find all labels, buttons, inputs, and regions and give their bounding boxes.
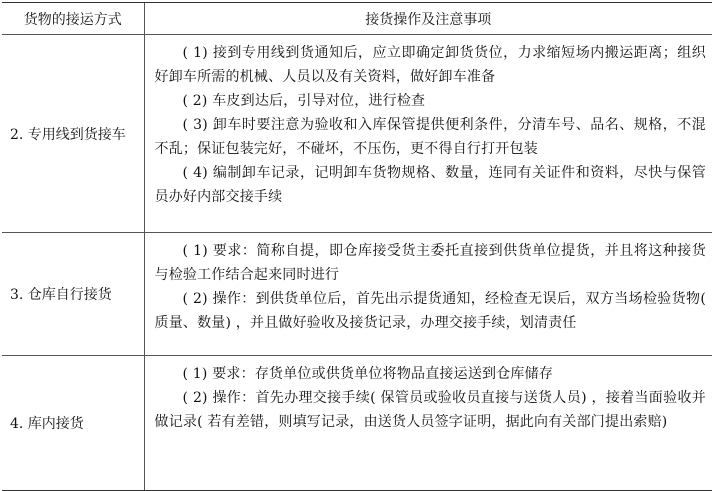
detail-cell	[144, 35, 712, 233]
table-row	[2, 35, 712, 233]
method-cell: 2. 专用线到货接车	[2, 35, 144, 233]
column-header-operations: 接货操作及注意事项	[144, 3, 712, 35]
detail-item: ( 1) 要求：存货单位或供货单位将物品直接运送到仓库储存	[182, 366, 554, 382]
method-cell: 4. 库内接货	[2, 356, 144, 491]
table-row	[2, 356, 712, 491]
detail-item: ( 4) 编制卸车记录，记明卸车货物规格、数量，连同有关证件和资料，尽快与保管员办好内部交接手续	[154, 165, 706, 205]
detail-item: ( 2) 操作：到供货单位后，首先出示提货通知，经检查无误后，双方当场检验货物( 质量、数量) ，并且做好验收及接货记录，办理交接手续，划清责任	[154, 291, 706, 331]
detail-cell	[144, 233, 712, 356]
method-cell: 3. 仓库自行接货	[2, 233, 144, 356]
receiving-methods-table	[2, 2, 712, 491]
detail-item: ( 3) 卸车时要注意为验收和入库保管提供便利条件，分清车号、品名、规格，不混不乱；保证包装完好，不碰坏，不压伤，更不得自行打开包装	[154, 117, 706, 157]
detail-cell	[144, 356, 712, 491]
detail-item: ( 1) 要求：简称自提，即仓库接受货主委托直接到供货单位提货，并且将这种接货与检验工作结合起来同时进行	[154, 243, 706, 283]
table-header-row	[2, 3, 712, 35]
detail-item: ( 2) 操作：首先办理交接手续( 保管员或验收员直接与送货人员) ，接着当面验收并做记录( 若有差错，则填写记录，由送货人员签字证明，据此向有关部门提出索赔)	[154, 390, 706, 430]
detail-item: ( 2) 车皮到达后，引导对位，进行检查	[182, 93, 426, 109]
column-header-method: 货物的接运方式	[2, 3, 144, 35]
detail-item: ( 1) 接到专用线到货通知后，应立即确定卸货货位，力求缩短场内搬运距离；组织好卸车所需的机械、人员以及有关资料，做好卸车准备	[154, 45, 706, 85]
table-row	[2, 233, 712, 356]
